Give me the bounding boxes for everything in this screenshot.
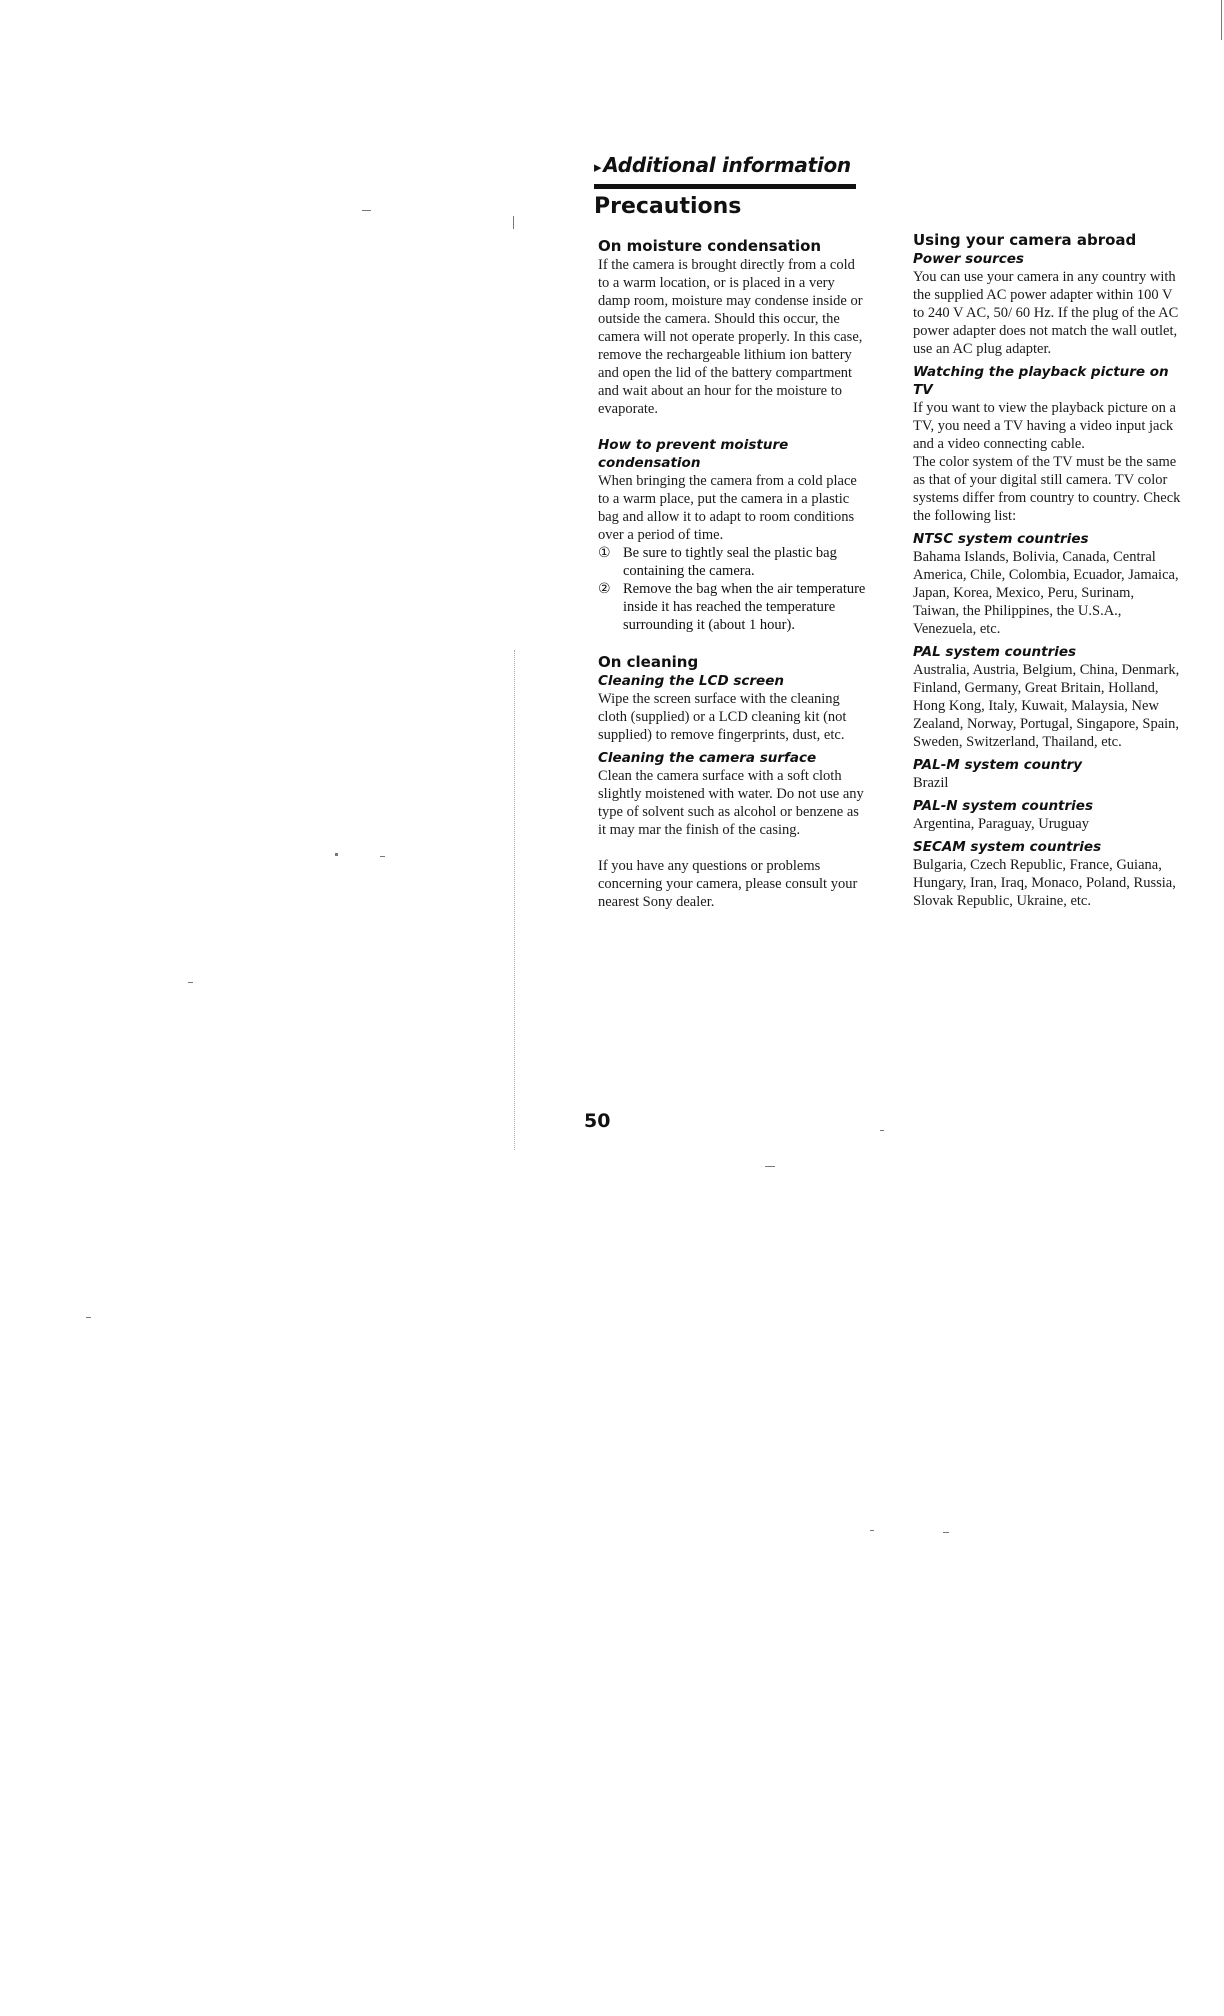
banner-rule [594, 184, 856, 189]
arrow-icon: ▸ [594, 158, 602, 176]
scan-speck [335, 853, 338, 856]
scan-speck [1221, 0, 1222, 40]
power-heading: Power sources [913, 251, 1024, 267]
prevent-heading: How to prevent moisture condensation [598, 437, 789, 471]
scan-speck [880, 1130, 884, 1131]
system-heading: PAL-N system countries [913, 798, 1093, 814]
power-body: You can use your camera in any country with the supplied AC power adapter within 100 V to 240 V AC, 50/ 60 Hz. If the plug of the AC power adapter does not match the wall outlet, use an AC plug adapter. [913, 269, 1179, 357]
tv-heading: Watching the playback picture on TV [913, 364, 1169, 398]
step-text: Remove the bag when the air temperature inside it has reached the temperature surrounding it (about 1 hour). [623, 581, 866, 633]
abroad-heading: Using your camera abroad [913, 231, 1137, 249]
section-banner [594, 153, 856, 177]
step-number: ① [598, 545, 611, 561]
system-countries: Australia, Austria, Belgium, China, Denmark, Finland, Germany, Great Britain, Holland, Hong Kong, Italy, Kuwait, Malaysia, New Zealand, Norway, Portugal, Singapore, Spain, Sweden, Switzerland, Thailand, etc. [913, 662, 1180, 750]
scan-speck [513, 216, 514, 229]
prevent-body: When bringing the camera from a cold place to a warm place, put the camera in a plastic bag and allow it to adapt to room conditions over a period of time. [598, 473, 857, 543]
cleaning-heading: On cleaning [598, 653, 699, 671]
system-heading: PAL system countries [913, 644, 1077, 660]
step-item [598, 544, 866, 580]
tv-body: If you want to view the playback picture on a TV, you need a TV having a video input jack and a video connecting cable. [913, 400, 1176, 452]
scan-speck [188, 982, 193, 983]
lcd-heading: Cleaning the LCD screen [598, 673, 784, 689]
page-number: 50 [584, 1110, 611, 1132]
scan-speck [943, 1532, 949, 1533]
system-countries: Brazil [913, 775, 949, 791]
moisture-body: If the camera is brought directly from a cold to a warm location, or is placed in a very damp room, moisture may condense inside or outside the camera. Should this occur, the camera will not operate properly. In this case, remove the rechargeable lithium ion battery and open the lid of the battery compartment and wait about an hour for the moisture to evaporate. [598, 257, 863, 417]
step-item [598, 580, 866, 634]
surface-body: Clean the camera surface with a soft cloth slightly moistened with water. Do not use any type of solvent such as alcohol or benzene as it may mar the finish of the casing. [598, 768, 864, 838]
scan-gutter-dots [514, 650, 516, 1150]
lcd-body: Wipe the screen surface with the cleaning cloth (supplied) or a LCD cleaning kit (not supplied) to remove fingerprints, dust, etc. [598, 691, 847, 743]
moisture-heading: On moisture condensation [598, 237, 822, 255]
page-title: Precautions [594, 194, 742, 219]
contact-note: If you have any questions or problems concerning your camera, please consult your nearest Sony dealer. [598, 858, 858, 910]
system-heading: SECAM system countries [913, 839, 1102, 855]
tv-body: The color system of the TV must be the same as that of your digital still camera. TV color systems differ from country to country. Check the following list: [913, 454, 1181, 524]
system-heading: NTSC system countries [913, 531, 1089, 547]
system-countries: Bahama Islands, Bolivia, Canada, Central America, Chile, Colombia, Ecuador, Jamaica, Japan, Korea, Mexico, Peru, Surinam, Taiwan, the Philippines, the U.S.A., Venezuela, etc. [913, 549, 1179, 637]
step-text: Be sure to tightly seal the plastic bag containing the camera. [623, 545, 837, 579]
right-column [913, 230, 1183, 910]
step-number: ② [598, 581, 611, 597]
scan-speck [765, 1166, 775, 1167]
system-countries: Argentina, Paraguay, Uruguay [913, 816, 1089, 832]
scan-speck [362, 210, 371, 211]
section-title: Additional information [603, 153, 851, 177]
system-heading: PAL-M system country [913, 757, 1083, 773]
scan-speck [86, 1317, 91, 1318]
scan-speck [380, 856, 385, 857]
system-countries: Bulgaria, Czech Republic, France, Guiana, Hungary, Iran, Iraq, Monaco, Poland, Russia, Slovak Republic, Ukraine, etc. [913, 857, 1176, 909]
surface-heading: Cleaning the camera surface [598, 750, 817, 766]
scan-speck [870, 1530, 874, 1531]
left-column [598, 236, 866, 911]
